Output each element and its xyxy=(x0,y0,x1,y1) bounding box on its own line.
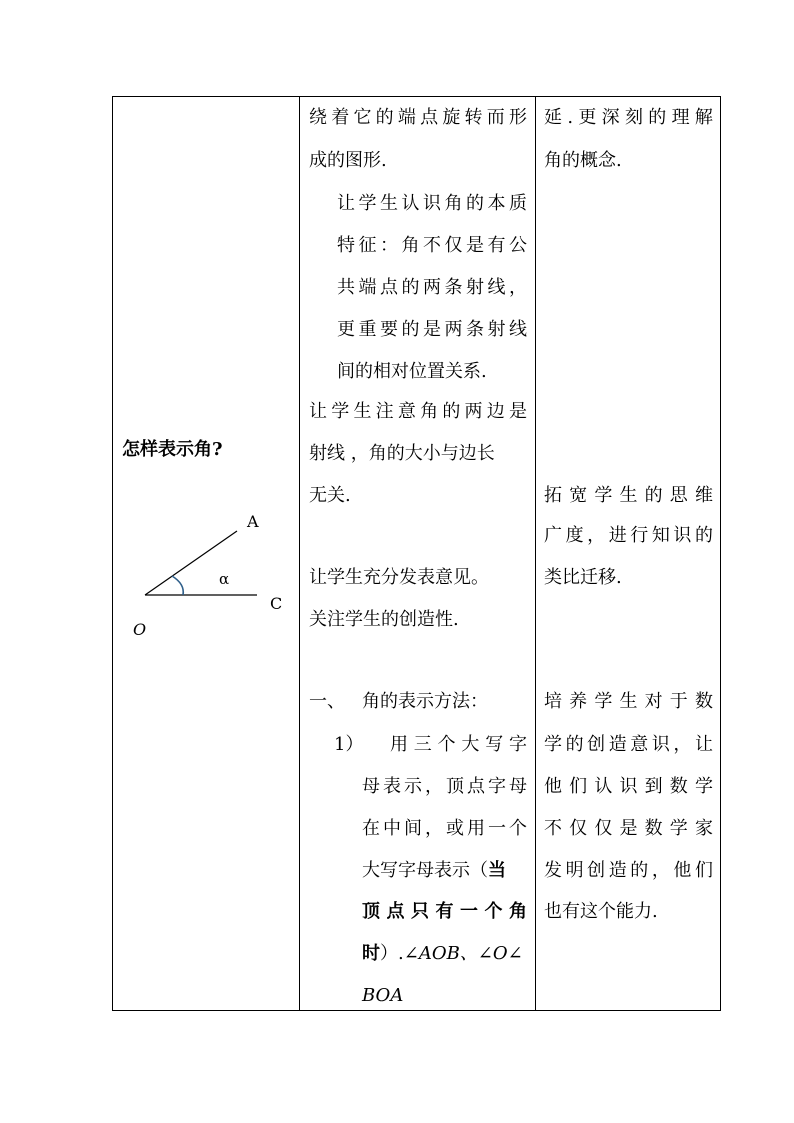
label-a: A xyxy=(247,512,259,531)
text-line: 特 征 ： 角 不 仅 是 有 公 xyxy=(337,235,527,256)
text-segment-bold: 时 xyxy=(362,943,380,964)
text-line: 也有这个能力. xyxy=(544,901,658,922)
label-alpha: α xyxy=(219,570,230,588)
notation-text: BOA xyxy=(362,985,404,1006)
text-line-bold: 顶 点 只 有 一 个 角 xyxy=(362,901,527,922)
label-o: O xyxy=(133,620,147,639)
section-heading: 角的表示方法： xyxy=(362,691,488,712)
question-text: 怎样表示角? xyxy=(122,439,223,460)
text-line: 间的相对位置关系. xyxy=(337,361,487,382)
text-segment: 大写字母表示（ xyxy=(362,860,488,881)
text-line: 射线 ，角的大小与边长 xyxy=(309,443,495,464)
text-line: 让 学 生 认 识 角 的 本 质 xyxy=(337,193,527,214)
text-line: 成的图形. xyxy=(309,150,387,171)
angle-arc xyxy=(172,576,183,595)
text-line xyxy=(362,859,506,883)
text-segment-bold: 当 xyxy=(488,860,506,881)
text-line: 学 的 创 造 意 识 ， 让 xyxy=(544,734,713,755)
text-line: 发 明 创 造 的 ， 他 们 xyxy=(544,860,713,881)
text-line: 类比迁移. xyxy=(544,567,622,588)
text-line: 无关. xyxy=(309,485,351,506)
column-divider xyxy=(535,96,536,1011)
text-line: 让 学 生 注 意 角 的 两 边 是 xyxy=(309,401,527,422)
text-line: 广 度 ， 进 行 知 识 的 xyxy=(544,525,713,546)
text-line: 母 表 示 ， 顶 点 字 母 xyxy=(362,776,527,797)
text-line: 关注学生的创造性. xyxy=(309,609,459,630)
text-line: 绕 着 它 的 端 点 旋 转 而 形 xyxy=(309,107,527,128)
label-c: C xyxy=(270,594,283,613)
column-divider xyxy=(299,96,300,1011)
text-line: 角的概念. xyxy=(544,150,622,171)
text-line: 用 三 个 大 写 字 xyxy=(390,734,527,755)
text-line: 延 . 更 深 刻 的 理 解 xyxy=(544,107,713,128)
text-line: 他 们 认 识 到 数 学 xyxy=(544,776,713,797)
text-line xyxy=(362,942,523,966)
text-line: 培 养 学 生 对 于 数 xyxy=(544,691,713,712)
section-number: 一、 xyxy=(309,691,345,712)
text-line: 让学生充分发表意见。 xyxy=(309,567,489,588)
text-line: 共 端 点 的 两 条 射 线 ， xyxy=(337,277,527,298)
angle-figure xyxy=(125,508,295,643)
text-line: 更 重 要 的 是 两 条 射 线 xyxy=(337,319,527,340)
notation-text: ∠AOB、∠O∠ xyxy=(403,943,523,964)
text-segment: ）. xyxy=(380,943,404,964)
text-line: 拓 宽 学 生 的 思 维 xyxy=(544,485,713,506)
item-number: 1） xyxy=(334,734,364,755)
text-line: 不 仅 仅 是 数 学 家 xyxy=(544,818,713,839)
text-line: 在 中 间 ， 或 用 一 个 xyxy=(362,818,527,839)
